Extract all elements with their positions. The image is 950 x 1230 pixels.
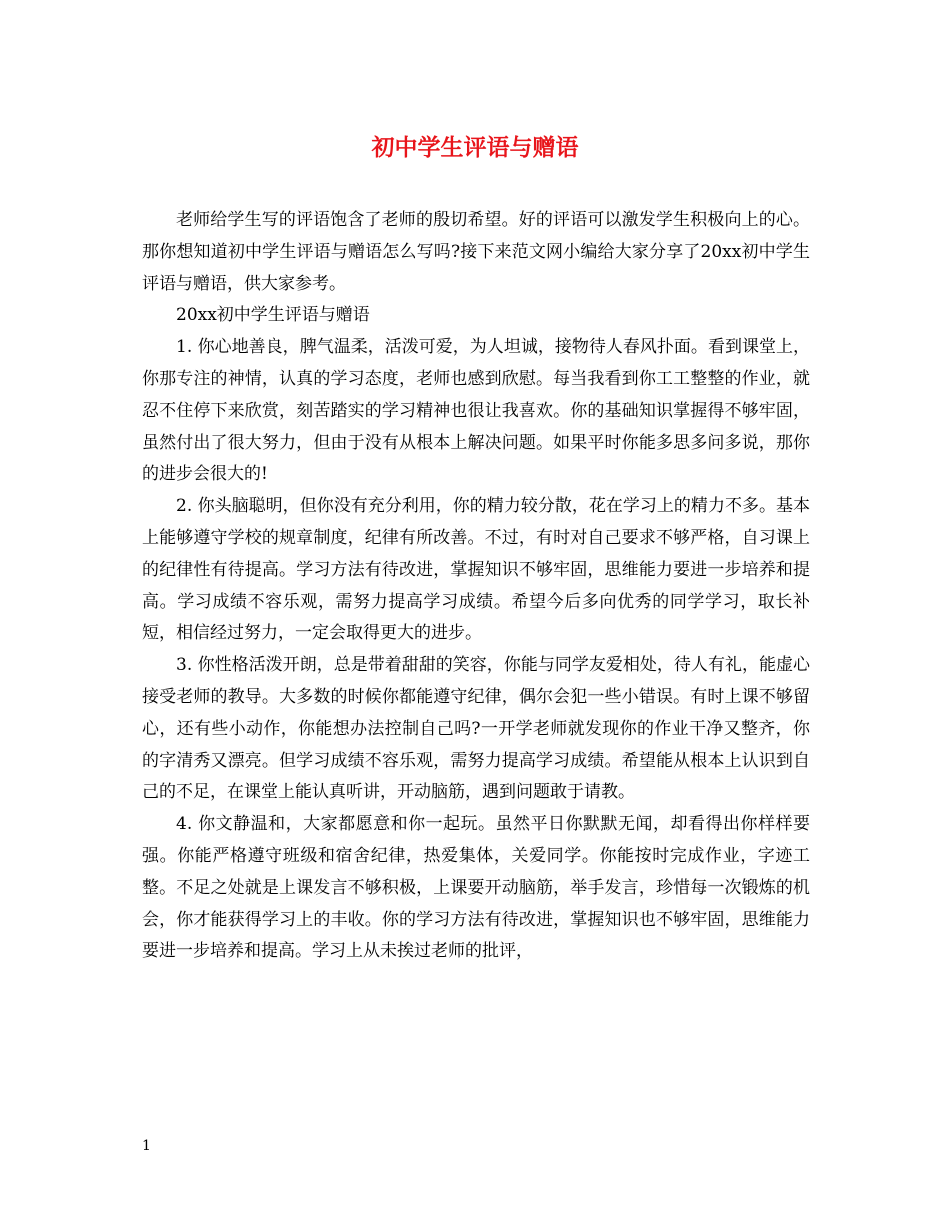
section-heading: 20xx初中学生评语与赠语 xyxy=(176,305,370,326)
comment-paragraph-4: 4. 你文静温和，大家都愿意和你一起玩。虽然平日你默默无闻，却看得出你样样要强。你能严格遵守班级和宿舍纪律，热爱集体，关爱同学。你能按时完成作业，字迹工整。不足之处就是上课发言不够积极，上课要开动脑筋，举手发言，珍惜每一次锻炼的机会，你才能获得学习上的丰收。你的学习方法有待改进，掌握知识也不够牢固，思维能力要进一步培养和提高。学习上从未挨过老师的批评， xyxy=(142,814,810,962)
comment-paragraph-1: 1. 你心地善良，脾气温柔，活泼可爱，为人坦诚，接物待人春风扑面。看到课堂上，你那专注的神情，认真的学习态度，老师也感到欣慰。每当我看到你工工整整的作业，就忍不住停下来欣赏，刻苦踏实的学习精神也很让我喜欢。你的基础知识掌握得不够牢固，虽然付出了很大努力，但由于没有从根本上解决问题。如果平时你能多思多问多说，那你的进步会很大的! xyxy=(142,337,810,485)
document-title: 初中学生评语与赠语 xyxy=(371,134,579,161)
document-body xyxy=(142,205,810,968)
comment-paragraph-3: 3. 你性格活泼开朗，总是带着甜甜的笑容，你能与同学友爱相处，待人有礼，能虚心接受老师的教导。大多数的时候你都能遵守纪律，偶尔会犯一些小错误。有时上课不够留心，还有些小动作，你能想办法控制自己吗?一开学老师就发现你的作业干净又整齐，你的字清秀又漂亮。但学习成绩不容乐观，需努力提高学习成绩。希望能从根本上认识到自己的不足，在课堂上能认真听讲，开动脑筋，遇到问题敢于请教。 xyxy=(142,655,810,803)
comment-paragraph-2: 2. 你头脑聪明，但你没有充分利用，你的精力较分散，花在学习上的精力不多。基本上能够遵守学校的规章制度，纪律有所改善。不过，有时对自己要求不够严格，自习课上的纪律性有待提高。学习方法有待改进，掌握知识不够牢固，思维能力要进一步培养和提高。学习成绩不容乐观，需努力提高学习成绩。希望今后多向优秀的同学学习，取长补短，相信经过努力，一定会取得更大的进步。 xyxy=(142,496,810,644)
intro-paragraph: 老师给学生写的评语饱含了老师的殷切希望。好的评语可以激发学生积极向上的心。那你想知道初中学生评语与赠语怎么写吗?接下来范文网小编给大家分享了20xx初中学生评语与赠语，供大家参考。 xyxy=(142,210,810,294)
page-number: 1 xyxy=(142,1138,151,1154)
